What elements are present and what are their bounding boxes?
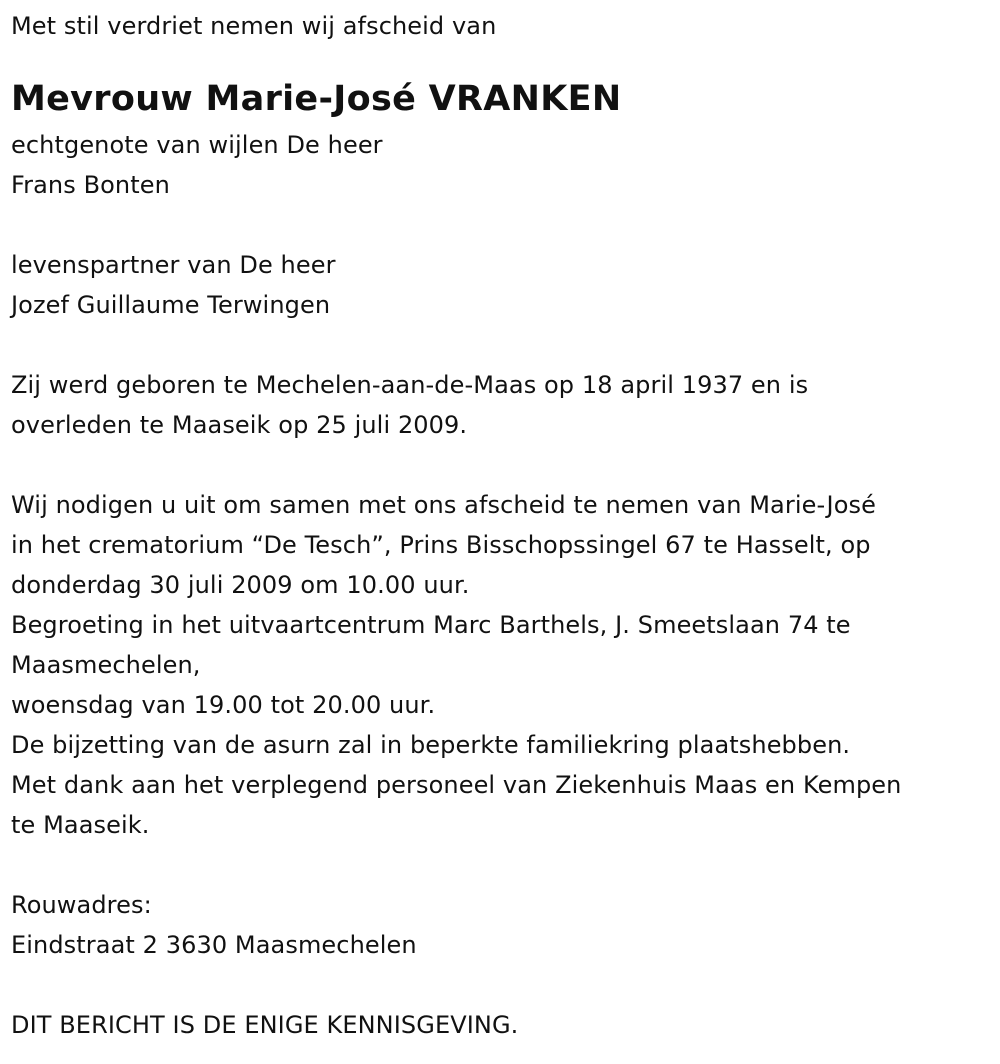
closing-statement: DIT BERICHT IS DE ENIGE KENNISGEVING. (11, 1011, 519, 1039)
ceremony-line: donderdag 30 juli 2009 om 10.00 uur. (11, 571, 470, 599)
ceremony-line: te Maaseik. (11, 811, 150, 839)
paragraph-gap (11, 965, 991, 1005)
birth-death-line-2: overleden te Maaseik op 25 juli 2009. (11, 411, 468, 439)
birth-death-line-1: Zij werd geboren te Mechelen-aan-de-Maas op 18 april 1937 en is (11, 371, 809, 399)
paragraph-gap (11, 845, 991, 885)
intro-text: Met stil verdriet nemen wij afscheid van (11, 12, 497, 40)
ceremony-line: woensdag van 19.00 tot 20.00 uur. (11, 691, 436, 719)
ceremony-line: in het crematorium “De Tesch”, Prins Bisschopssingel 67 te Hasselt, op (11, 531, 871, 559)
paragraph-gap (11, 205, 991, 245)
deceased-name: Mevrouw Marie-José VRANKEN (11, 79, 622, 119)
ceremony-line: Met dank aan het verplegend personeel van Ziekenhuis Maas en Kempen (11, 771, 902, 799)
partner-line-2: Jozef Guillaume Terwingen (11, 291, 331, 319)
address-value: Eindstraat 2 3630 Maasmechelen (11, 931, 417, 959)
ceremony-line: De bijzetting van de asurn zal in beperkte familiekring plaatshebben. (11, 731, 851, 759)
ceremony-line: Maasmechelen, (11, 651, 201, 679)
ceremony-line: Begroeting in het uitvaartcentrum Marc Barthels, J. Smeetslaan 74 te (11, 611, 851, 639)
partner-line-1: levenspartner van De heer (11, 251, 336, 279)
spouse-line-2: Frans Bonten (11, 171, 170, 199)
spouse-line-1: echtgenote van wijlen De heer (11, 131, 383, 159)
paragraph-gap (11, 325, 991, 365)
ceremony-line: Wij nodigen u uit om samen met ons afscheid te nemen van Marie-José (11, 491, 876, 519)
death-notice (11, 6, 991, 1045)
address-label: Rouwadres: (11, 891, 152, 919)
paragraph-gap (11, 445, 991, 485)
